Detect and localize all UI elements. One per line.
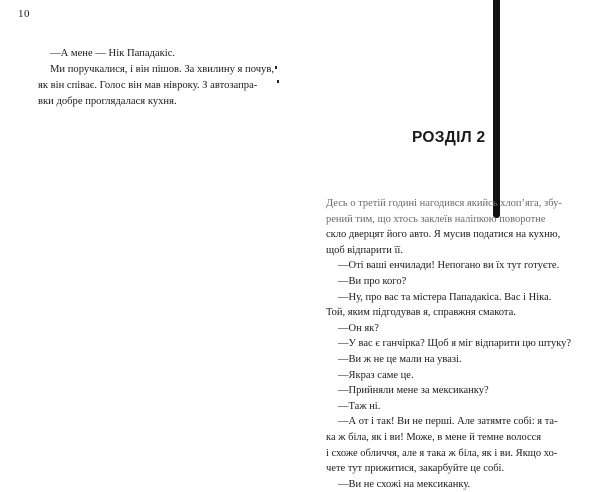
page-number: 10 — [18, 8, 30, 20]
right-line-18: чете тут прижитися, закарбуйте це собі. — [326, 463, 505, 475]
right-line-6: —Ви про кого? — [338, 275, 407, 287]
right-line-10: —У вас є ганчірка? Щоб я міг відпарити цю штуку? — [338, 338, 572, 350]
right-line-11: —Ви ж не це мали на увазі. — [338, 353, 462, 365]
right-line-2: рений тим, що хтось заклеїв наліпкою поворотне — [326, 213, 546, 225]
right-line-3: скло дверцят його авто. Я мусив податися на кухню, — [326, 229, 561, 241]
right-line-4: щоб відпарити її. — [326, 244, 403, 256]
left-line-1: —А мене — Нік Пападакіс. — [50, 48, 176, 59]
right-line-8: Той, яким підгодував я, справжня смакота. — [326, 307, 516, 319]
right-line-9: —Он як? — [338, 322, 379, 334]
chapter-title: РОЗДІЛ 2 — [412, 129, 486, 146]
print-speck — [275, 66, 277, 69]
right-line-1: Десь о третій годині нагодився якийсь хлоп’яга, збу- — [326, 198, 562, 209]
right-line-15: —А от і так! Ви не перші. Але затямте собі: я та- — [338, 416, 558, 428]
left-line-3: як він співає. Голос він мав нівроку. З автозапра- — [38, 80, 258, 91]
right-line-13: —Прийняли мене за мексиканку? — [338, 385, 489, 397]
left-line-2: Ми поручкалися, і він пішов. За хвилину я почув, — [50, 64, 274, 75]
right-line-7: —Ну, про вас та містера Пападакіса. Вас і Ніка. — [338, 291, 552, 303]
right-line-17: і схоже обличчя, але я така ж біла, як і ви. Якщо хо- — [326, 447, 558, 459]
print-speck — [277, 80, 279, 83]
right-line-12: —Якраз саме це. — [338, 369, 414, 381]
right-line-19: —Ви не схожі на мексиканку. — [338, 478, 471, 490]
gutter-bar — [493, 0, 500, 210]
right-page-text — [326, 196, 572, 492]
left-page-text — [38, 46, 274, 110]
right-line-5: —Оті ваші енчилади! Непогано ви їх тут готуєте. — [338, 260, 560, 272]
right-line-16: ка ж біла, як і ви! Може, в мене й темне волосся — [326, 431, 542, 443]
left-line-4: вки добре проглядалася кухня. — [38, 96, 177, 107]
right-line-14: —Таж ні. — [338, 400, 381, 412]
